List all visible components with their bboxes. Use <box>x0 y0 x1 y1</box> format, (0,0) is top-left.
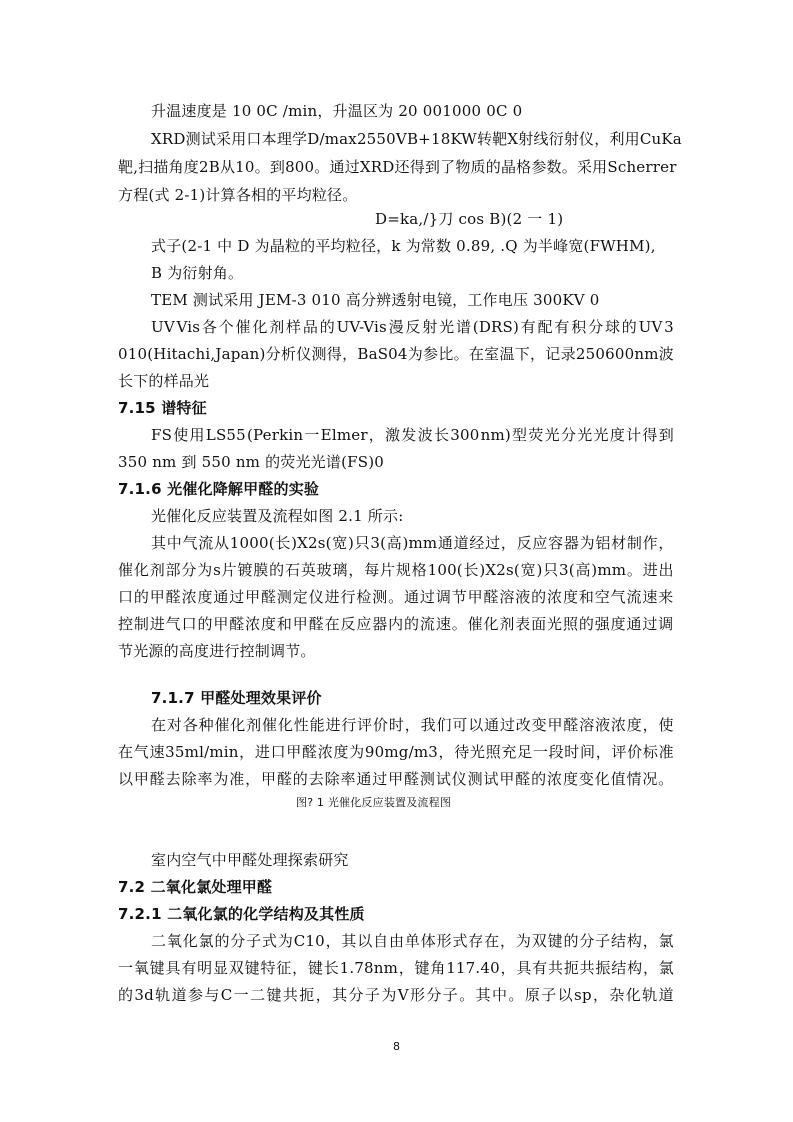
text-line: 一 氧 键 具 有 明 显 双 键 特 征 ， 键 长 1.78nm ， 键 角 117.40 ， 具 有 共 扼 共 振 结 构 ， 氯 <box>118 959 674 977</box>
text-line: 口 的 甲 醛 浓 度 通 过 甲 醛 测 定 仪 进 行 检 测 。 通 过 调 节 甲 醛 溶 液 的 浓 度 和 空 气 流 速 来 <box>118 588 674 606</box>
equation: D=ka,/}刀 cos B)(2 一 1) <box>375 210 564 228</box>
text-line: B 为衍射角。 <box>151 264 244 282</box>
text-line: 式子(2-1 中 D 为晶粒的平均粒径，k 为常数 0.89, .Q 为半峰宽(FWHM), <box>151 237 656 255</box>
section-heading: 7.2.1 二氧化氯的化学结构及其性质 <box>118 905 365 923</box>
section-heading: 7.1.7 甲醛处理效果评价 <box>151 689 322 707</box>
text-line: 在 对 各 种 催 化 剂 催 化 性 能 进 行 评 价 时 ， 我 们 可 以 通 过 改 变 甲 醛 溶 液 浓 度 ， 使 <box>151 716 674 734</box>
text-line: UV Vis 各 个 催 化 剂 样 品 的 UV-Vis 漫 反 射 光 谱 (DRS) 有 配 有 积 分 球 的 UV 3 <box>151 318 674 336</box>
text-line: 在 气 速 35ml/min ， 进 口 甲 醛 浓 度 为 90mg/m3 ， 待 光 照 充 足 一 段 时 间 ， 评 价 标 准 <box>118 743 674 761</box>
text-line: 的 3d 轨 道 参 与 C 一 二 键 共 扼 ， 其 分 子 为 V 形 分 子 。 其 中 。 原 子 以 sp ， 杂 化 轨 道 <box>118 986 674 1004</box>
section-heading: 7.2 二氧化氯处理甲醛 <box>118 878 273 896</box>
text-line: 控 制 进 气 口 的 甲 醛 浓 度 和 甲 醛 在 反 应 器 内 的 流 速 。 催 化 剂 表 面 光 照 的 强 度 通 过 调 <box>118 615 674 633</box>
text-line: 350 nm 到 550 nm 的荧光光谱(FS)0 <box>118 453 385 471</box>
text-line: 方程(式 2-1)计算各相的平均粒径。 <box>118 186 358 204</box>
page-number: 8 <box>393 1040 401 1053</box>
text-line: 二 氧 化 氯 的 分 子 式 为 C10 ， 其 以 自 由 单 体 形 式 存 在 ， 为 双 键 的 分 子 结 构 ， 氯 <box>151 932 674 950</box>
text-line: FS 使 用 LS55 (Perkin 一 Elmer ， 激 发 波 长 300 nm) 型 荧 光 分 光 光 度 计 得 到 <box>151 426 674 444</box>
section-heading: 7.1.6 光催化降解甲醛的实验 <box>118 480 320 498</box>
text-line: 光催化反应装置及流程如图 2.1 所示: <box>151 507 404 525</box>
text-line: 升温速度是 10 0C /min，升温区为 20 001000 0C 0 <box>151 102 523 120</box>
text-line: 靶 , 扫 描 角 度 2B 从 10 。 到 800 。 通 过 XRD 还 得 到 了 物 质 的 晶 格 参 数 。 采 用 S cherrer <box>118 158 677 176</box>
text-line: XRD 测 试 采 用 口 本 理 学 D/max2550VB + 18KW 转 靶 X 射 线 衍 射 仪 ， 利 用 Cu Ka <box>151 130 682 148</box>
text-line: TEM 测试采用 JEM-3 010 高分辨透射电镜，工作电压 300KV 0 <box>151 291 600 309</box>
text-line: 长下的样品光 <box>118 372 210 390</box>
text-line: 室内空气中甲醛处理探索研究 <box>151 851 349 869</box>
text-line: 节光源的高度进行控制调节。 <box>118 642 316 660</box>
text-line: 其 中 气 流 从 1000( 长 )X2s( 宽 ) 只 3( 高 )mm 通 道 经 过 ， 反 应 容 器 为 铝 材 制 作 ， <box>151 534 674 552</box>
text-line: 催 化 剂 部 分 为 s 片 镀 膜 的 石 英 玻 璃 ， 每 片 规 格 100( 长 )X2s( 宽 ) 只 3( 高 )mm 。 进 出 <box>118 561 674 579</box>
figure-caption: 图? 1 光催化反应装置及流程图 <box>296 796 452 809</box>
text-line: 010(Hitachi,Japan) 分 析 仪 测 得 ， BaS04 为 参 比 。 在 室 温 下 ， 记 录 250600 nm 波 <box>118 345 674 363</box>
text-line: 以 甲 醛 去 除 率 为 准 ， 甲 醛 的 去 除 率 通 过 甲 醛 测 试 仪 测 试 甲 醛 的 浓 度 变 化 值 情 况 。 <box>118 770 674 788</box>
section-heading: 7.15 谱特征 <box>118 399 207 417</box>
